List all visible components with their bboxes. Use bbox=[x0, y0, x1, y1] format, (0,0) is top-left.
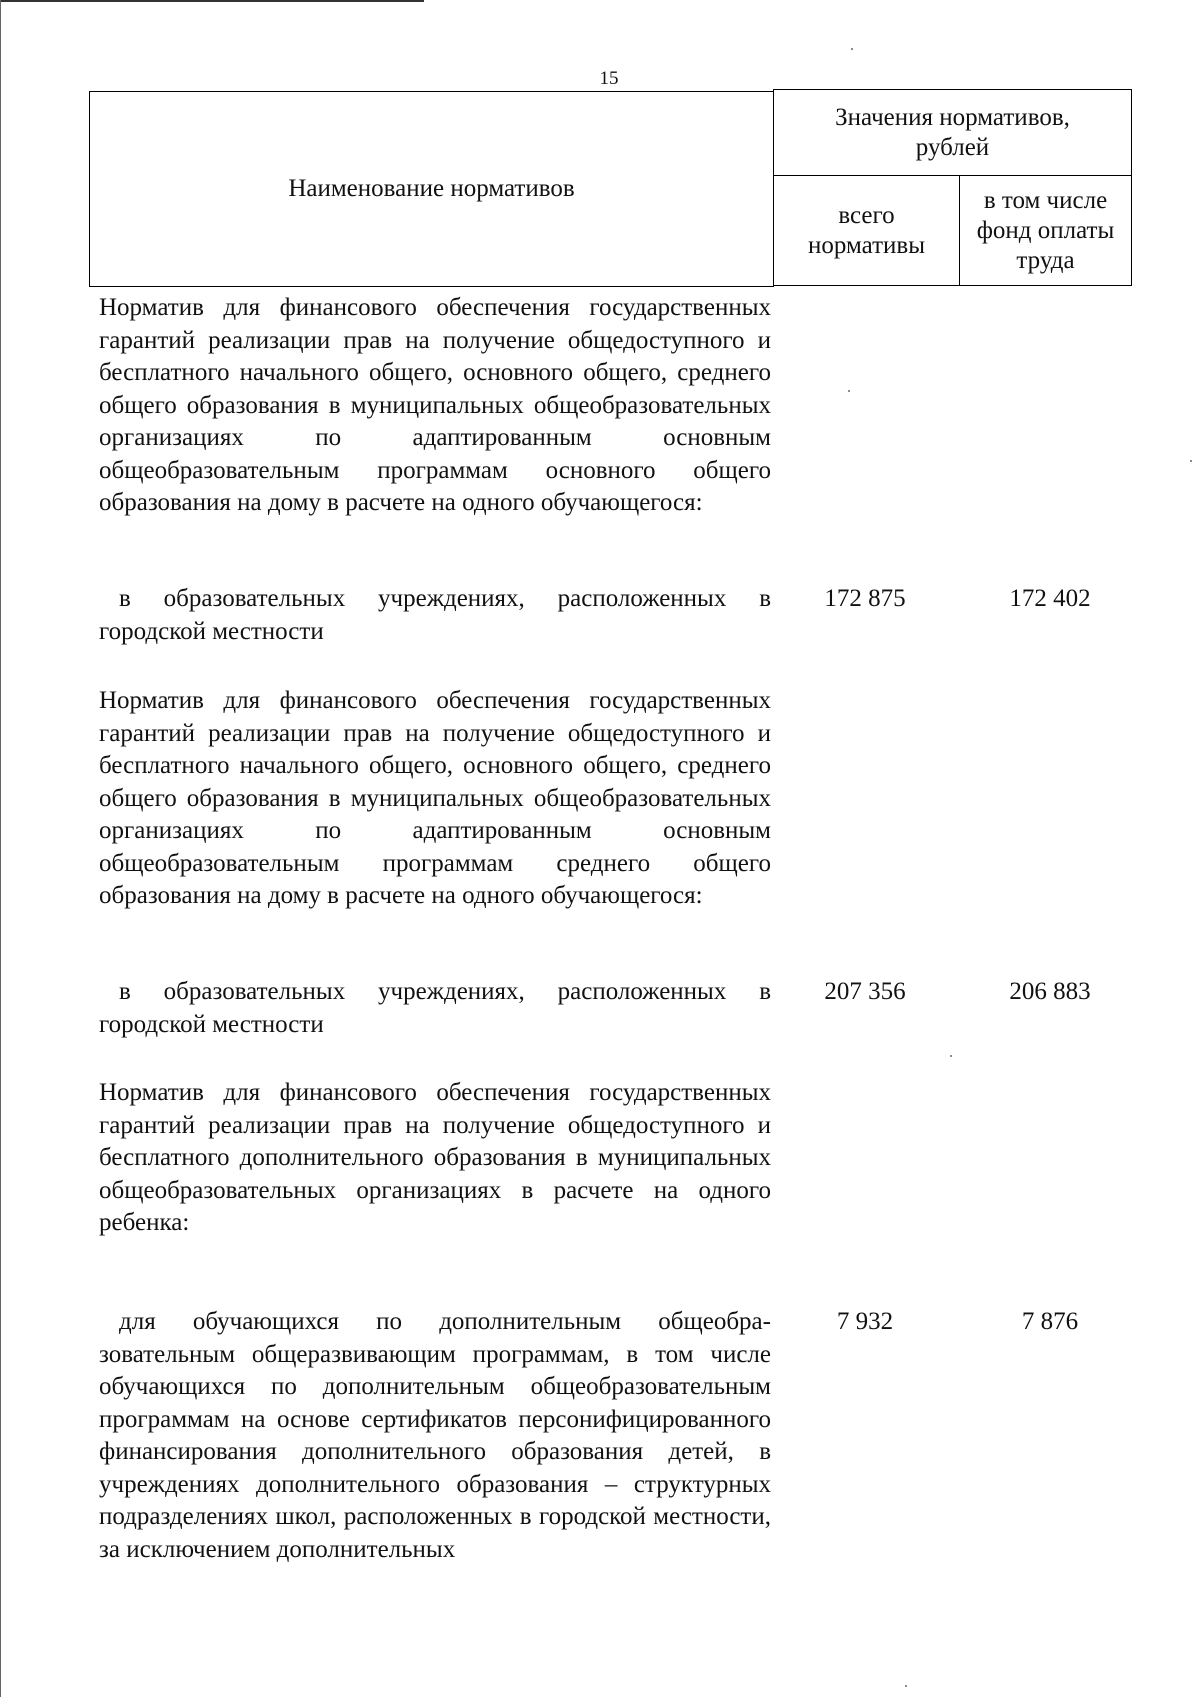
header-values-group-cell bbox=[773, 89, 1132, 176]
row-urban-1-total: 172 875 bbox=[824, 585, 906, 612]
row-urban-1-text: в образовательных учреждениях, расположенных в городской местности bbox=[99, 585, 771, 645]
row-urban-2-text: в образовательных учреждениях, расположенных в городской местности bbox=[99, 978, 771, 1038]
row-norm-additional-text: Норматив для финансового обеспечения государственных гарантий реализации прав на получение общедоступного и бесплатного дополнительного образования в муниципальных общеобразовательных организациях в расчете на одного ребенка: bbox=[99, 1079, 771, 1236]
scan-speck bbox=[905, 1685, 907, 1687]
header-total-label: всего нормативы bbox=[807, 201, 925, 259]
scan-speck bbox=[851, 48, 853, 50]
header-values-group-label: Значения нормативов, рублей bbox=[835, 103, 1070, 161]
row-urban-2-wage: 206 883 bbox=[1009, 978, 1091, 1005]
row-additional-programs-wage: 7 876 bbox=[1021, 1308, 1079, 1335]
scan-speck bbox=[1190, 460, 1192, 462]
row-additional-programs-total: 7 932 bbox=[836, 1308, 894, 1335]
scan-edge-left bbox=[0, 0, 1, 1697]
row-additional-programs-text: для обучающихся по дополнительным общеобразовательным общеразвивающим программам, в том числе обучающихся по дополнительным общеобразовательным программам на основе сертификатов персонифицированного финансирования дополнительного образования детей, в учреждениях дополнительного образования – структурных подразделениях школ, расположенных в городской местности, за исключением дополнительных bbox=[99, 1308, 771, 1563]
header-wage-cell bbox=[959, 175, 1132, 286]
row-urban-2-total: 207 356 bbox=[824, 978, 906, 1005]
header-total-cell bbox=[773, 175, 960, 286]
page-number: 15 bbox=[599, 68, 619, 89]
header-name-label: Наименование нормативов bbox=[288, 175, 575, 202]
scan-edge-top bbox=[0, 0, 424, 2]
scan-speck bbox=[848, 390, 850, 392]
header-wage-label: в том числе фонд оплаты труда bbox=[976, 186, 1115, 274]
row-norm-basic-home-text: Норматив для финансового обеспечения государственных гарантий реализации прав на получение общедоступного и бесплатного начального общего, основного общего, среднего общего образования в муниципальных общеобразовательных организациях по адаптированным основным общеобразовательным программам основного общего образования на дому в расчете на одного обучающегося: bbox=[99, 294, 771, 516]
row-norm-secondary-home-text: Норматив для финансового обеспечения государственных гарантий реализации прав на получение общедоступного и бесплатного начального общего, основного общего, среднего общего образования в муниципальных общеобразовательных организациях по адаптированным основным общеобразовательным программам среднего общего образования на дому в расчете на одного обучающегося: bbox=[99, 687, 771, 909]
row-urban-1-wage: 172 402 bbox=[1009, 585, 1091, 612]
header-name-cell bbox=[89, 91, 774, 287]
scan-speck bbox=[950, 1055, 952, 1057]
